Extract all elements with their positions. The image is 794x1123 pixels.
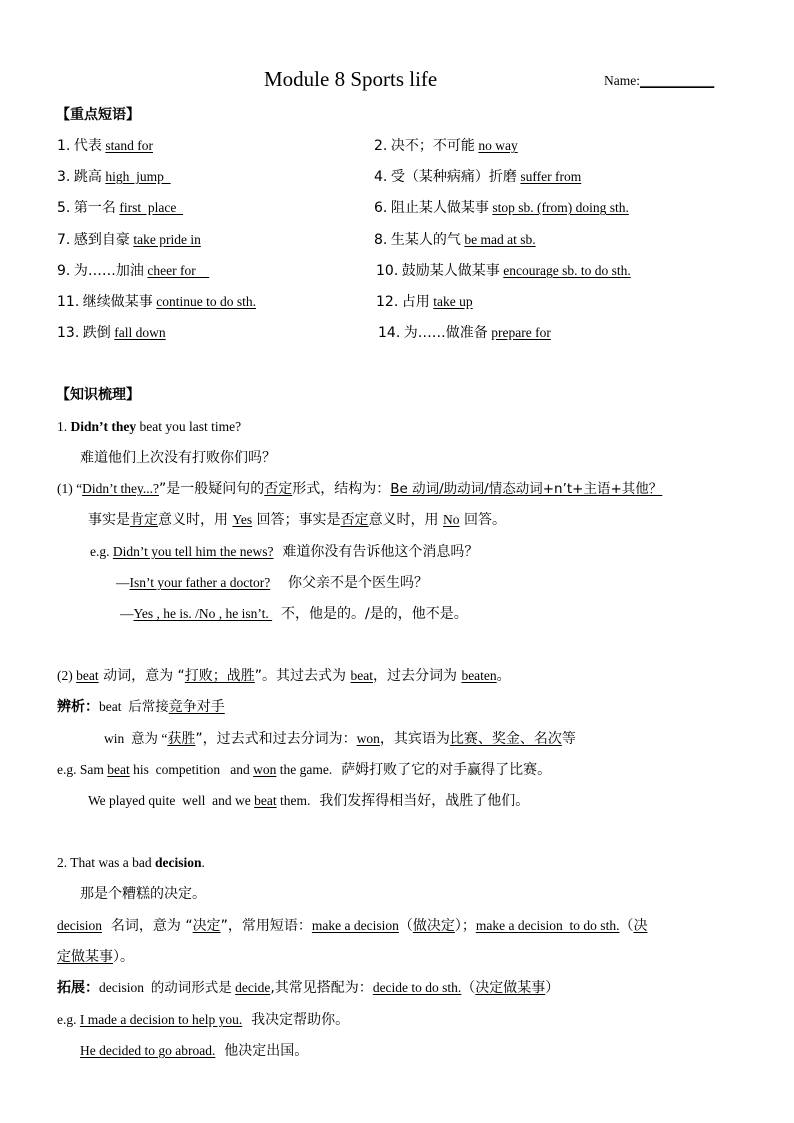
k2-example-1: e.g. I made a decision to help you. 我决定帮助你。 [57,1012,350,1028]
name-label: Name: [604,73,640,88]
k1-point-1: (1) “Didn’t they...?”是一般疑问句的否定形式，结构为：Be 动词/助动词/情态动词+n’t+主语+其他？ [57,481,663,497]
section-knowledge-title: 【知识梳理】 [56,387,140,403]
section-key-phrases-title: 【重点短语】 [56,107,140,123]
page-title: Module 8 Sports life [264,67,438,91]
phrase-item: 7. 感到自豪 take pride in [57,232,201,248]
phrase-item: 14. 为……做准备 prepare for [378,325,551,341]
k2-definition: decision 名词，意为 “决定”，常用短语：make a decision（做决定）；make a decision to do sth.（决 [57,918,648,934]
name-blank: ___________ [640,73,715,88]
phrase-item: 2. 决不；不可能 no way [374,138,518,154]
k1-translation: 难道他们上次没有打败你们吗？ [80,450,276,466]
name-field [604,72,714,90]
k1-example-2: e.g. Sam beat his competition and won the game. 萨姆打败了它的对手赢得了比赛。 [57,762,552,778]
phrase-item: 9. 为……加油 cheer for [57,263,210,279]
phrase-item: 10. 鼓励某人做某事 encourage sb. to do sth. [376,263,631,279]
k1-sentence: 1. Didn’t they beat you last time? [57,419,242,434]
phrase-item: 12. 占用 take up [376,294,473,310]
phrase-item: 13. 跌倒 fall down [57,325,166,341]
k1-example-question: —Isn’t your father a doctor? 你父亲不是个医生吗？ [116,575,429,591]
phrase-item: 3. 跳高 high jump [57,169,171,185]
phrase-item: 11. 继续做某事 continue to do sth. [57,294,257,310]
k1-point-2: (2) beat 动词，意为 “打败；战胜”。其过去式为 beat，过去分词为 beaten。 [57,668,511,684]
k2-definition-cont: 定做某事）。 [57,949,134,965]
phrase-item: 6. 阻止某人做某事 stop sb. (from) doing sth. [374,200,629,216]
phrase-item: 4. 受（某种病痛）折磨 suffer from [374,169,582,185]
k1-example: e.g. Didn’t you tell him the news? 难道你没有告诉他这个消息吗？ [90,544,479,560]
k2-extension: 拓展：decision 的动词形式是 decide,其常见搭配为：decide to do sth.（决定做某事） [57,980,560,996]
phrase-item: 8. 生某人的气 be mad at sb. [374,232,536,248]
k2-sentence: 2. That was a bad decision. [57,855,205,870]
k1-distinguish-win: win 意为 “获胜”，过去式和过去分词为：won，其宾语为比赛、奖金、名次等 [104,731,576,747]
k2-translation: 那是个糟糕的决定。 [80,886,206,902]
k1-distinguish-beat: 辨析：beat 后常接竞争对手 [57,699,225,715]
phrase-item: 5. 第一名 first place [57,200,184,216]
k1-example-answer: —Yes , he is. /No , he isn’t. 不，他是的。/是的，他不是。 [120,606,468,622]
k2-example-2: He decided to go abroad. 他决定出国。 [80,1043,309,1059]
k1-example-3: We played quite well and we beat them. 我们发挥得相当好，战胜了他们。 [88,793,530,809]
phrase-item: 1. 代表 stand for [57,138,153,154]
k1-point-1-rule: 事实是肯定意义时，用 Yes 回答；事实是否定意义时，用 No 回答。 [88,512,506,528]
